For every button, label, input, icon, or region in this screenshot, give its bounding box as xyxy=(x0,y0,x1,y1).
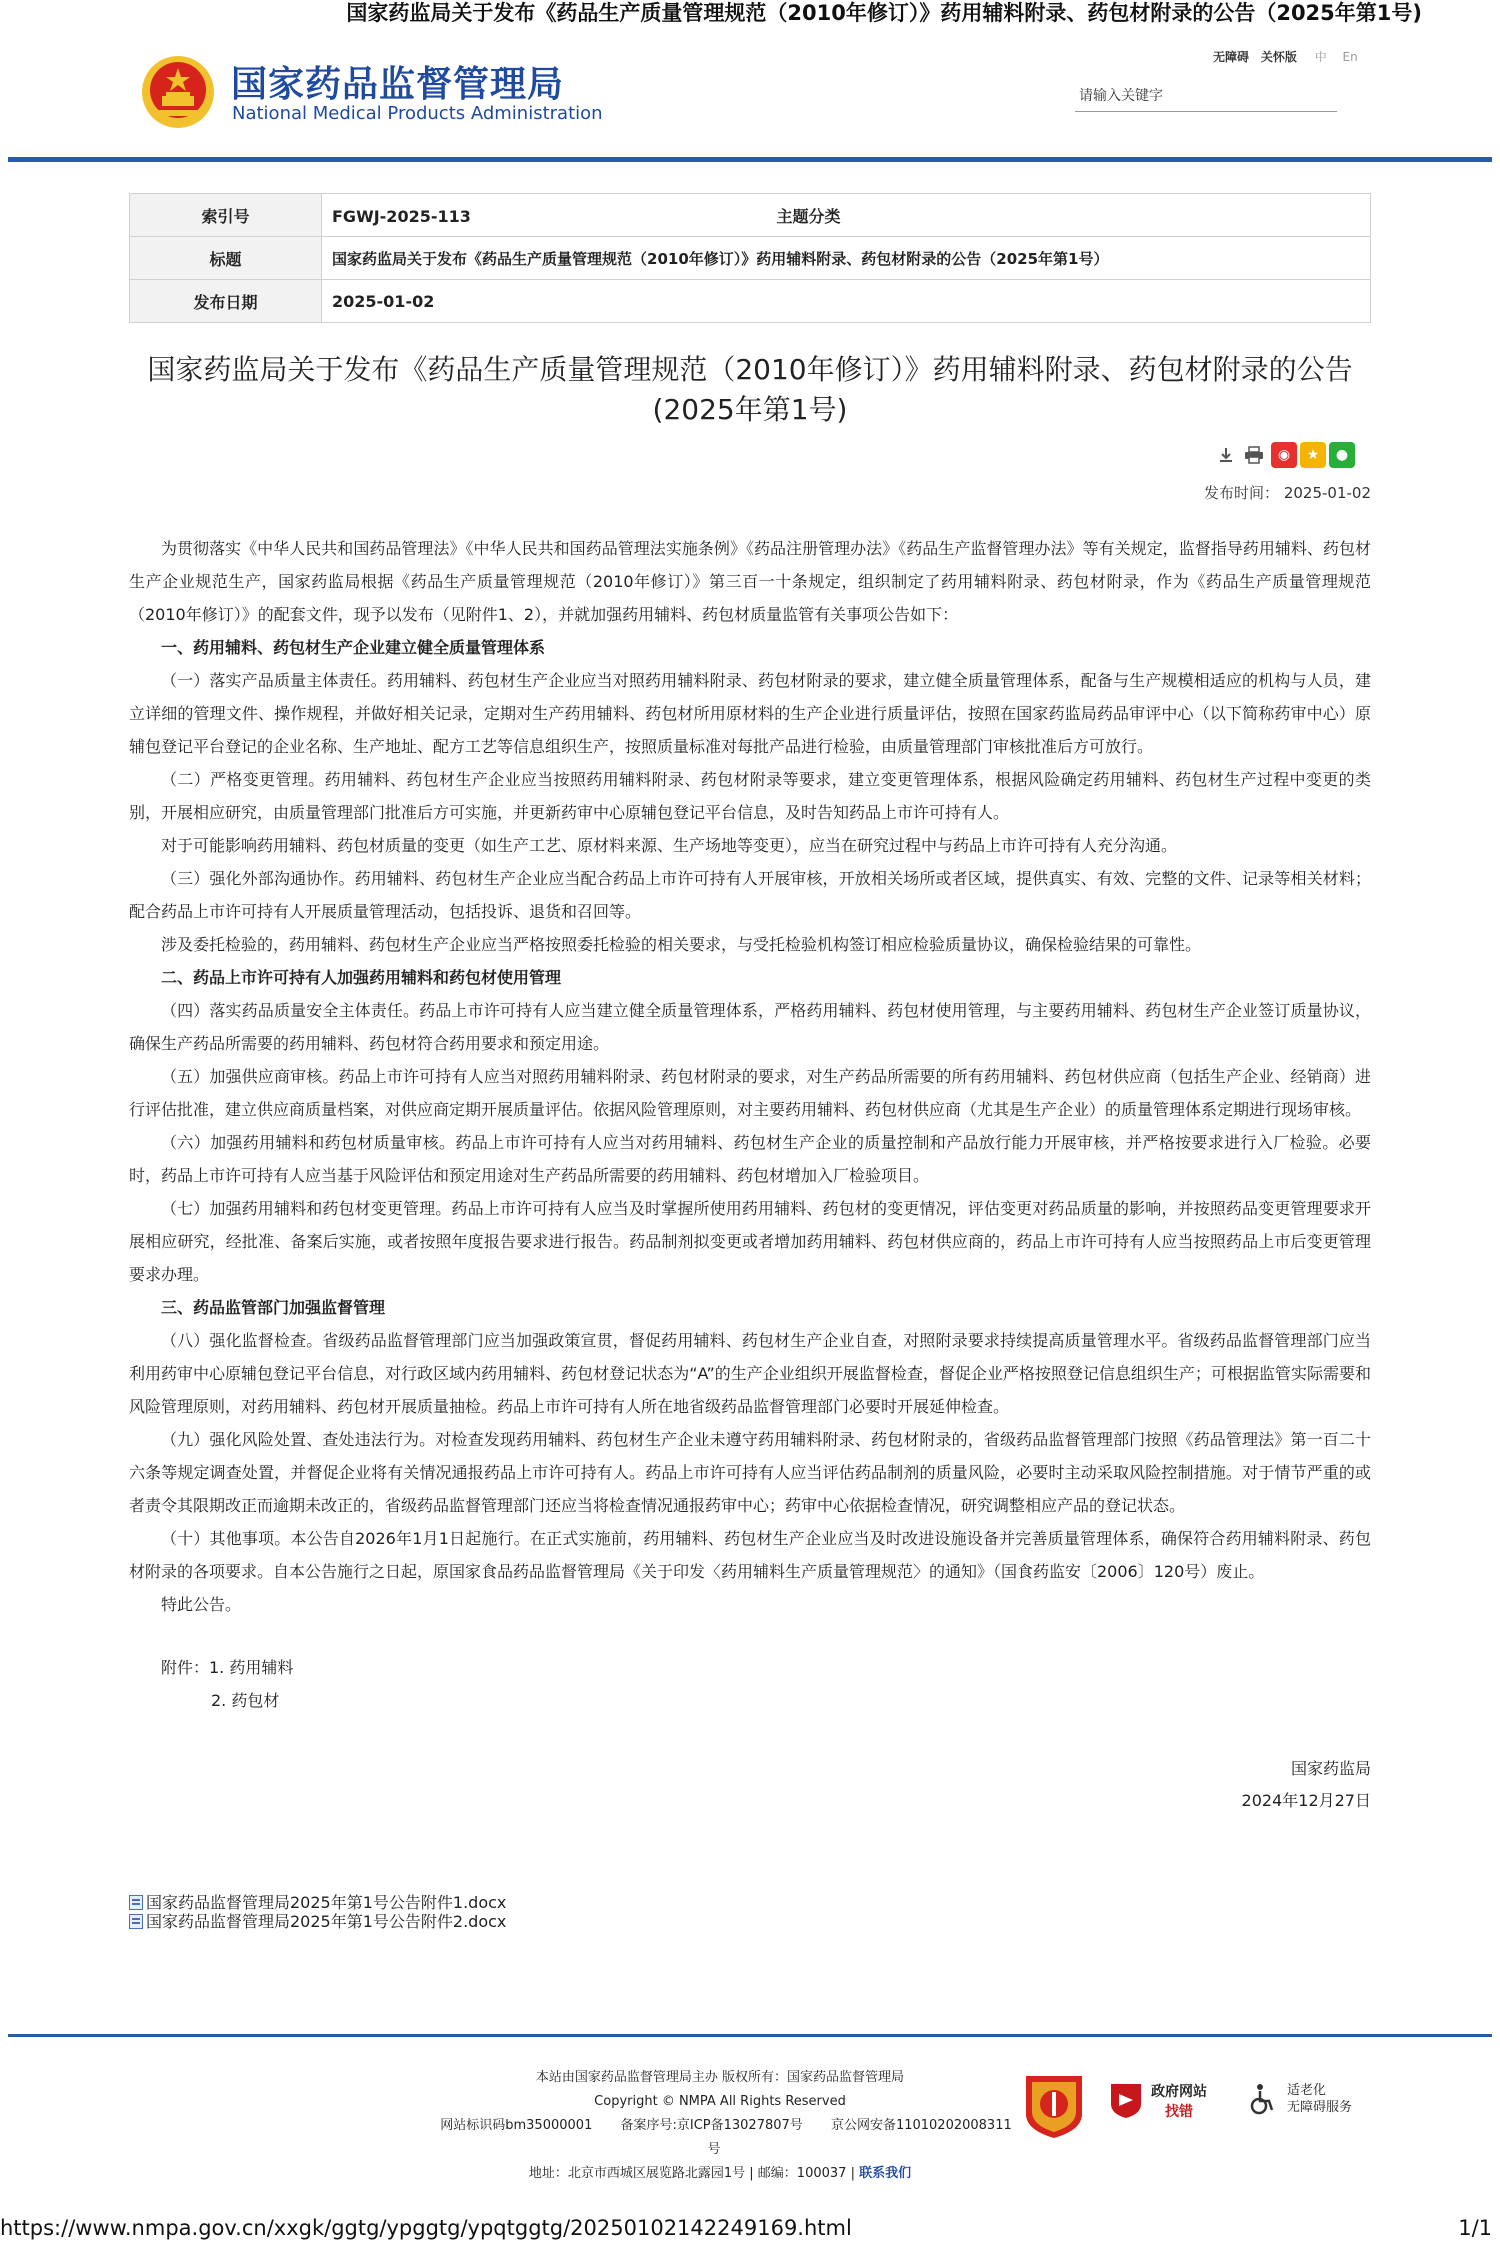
date-value: 2025-01-02 xyxy=(322,280,1371,323)
section-heading: 一、药用辅料、药包材生产企业建立健全质量管理体系 xyxy=(161,638,546,657)
header-links xyxy=(1213,48,1364,65)
section-heading: 二、药品上市许可持有人加强药用辅料和药包材使用管理 xyxy=(161,968,562,987)
national-emblem-icon[interactable] xyxy=(140,52,216,132)
accessibility-link[interactable]: 无障碍 xyxy=(1213,50,1250,64)
elderly-friendly-label: 适老化 xyxy=(1287,2083,1327,2098)
article-paragraph: （七）加强药用辅料和药包材变更管理。药品上市许可持有人应当及时掌握所使用药用辅料、药包材的变更情况，评估变更对药品质量的影响，并按照药品变更管理要求开展相应研究，经批准、备案后实施，或者按照年度报告要求进行报告。药品制剂拟变更或者增加药用辅料、药包材供应商的，药品上市许可持有人应当按照药品上市后变更管理要求办理。 xyxy=(129,1199,1371,1284)
print-page-number: 1/1 xyxy=(1458,2216,1492,2240)
contact-link[interactable]: 联系我们 xyxy=(859,2166,912,2181)
article-paragraph: 为贯彻落实《中华人民共和国药品管理法》《中华人民共和国药品管理法实施条例》《药品注册管理办法》《药品生产监督管理办法》等有关规定，监督指导药用辅料、药包材生产企业规范生产，国家药监局根据《药品生产质量管理规范（2010年修订）》第三百一十条规定，组织制定了药用辅料附录、药包材附录，作为《药品生产质量管理规范（2010年修订）》的配套文件，现予以发布（见附件1、2），并就加强药用辅料、药包材质量监管有关事项公告如下： xyxy=(129,539,1371,624)
signer: 国家药监局 xyxy=(1290,1759,1371,1778)
header-divider xyxy=(8,157,1492,162)
title-label: 标题 xyxy=(130,237,322,280)
index-number: FGWJ-2025-113 xyxy=(332,206,471,226)
footer-copyright: Copyright © NMPA All Rights Reserved xyxy=(594,2094,846,2109)
gov-site-error-badge[interactable] xyxy=(1107,2080,1213,2126)
print-icon[interactable] xyxy=(1243,444,1265,466)
category-label: 主题分类 xyxy=(776,206,841,226)
article-paragraph: 涉及委托检验的，药用辅料、药包材生产企业应当严格按照委托检验的相关要求，与受托检验机构签订相应检验质量协议，确保检验结果的可靠性。 xyxy=(161,935,1202,954)
weibo-icon[interactable]: ◉ xyxy=(1271,442,1297,468)
wheelchair-icon xyxy=(1245,2082,1279,2116)
article-paragraph: （五）加强供应商审核。药品上市许可持有人应当对照药用辅料附录、药包材附录的要求，对生产药品所需要的所有药用辅料、药包材供应商（包括生产企业、经销商）进行评估批准，建立供应商质量档案，对供应商定期开展质量评估。依据风险管理原则，对主要药用辅料、药包材供应商（尤其是生产企业）的质量管理体系定期进行现场审核。 xyxy=(129,1067,1371,1119)
file-link-1[interactable] xyxy=(129,1893,506,1912)
docx-file-icon xyxy=(129,1895,143,1910)
accessibility-label: 无障碍服务 xyxy=(1287,2100,1353,2115)
attachment-item-2: 2. 药包材 xyxy=(211,1691,280,1710)
docx-file-icon xyxy=(129,1914,143,1929)
file-downloads xyxy=(129,1893,506,1931)
article-paragraph: （四）落实药品质量安全主体责任。药品上市许可持有人应当建立健全质量管理体系，严格药用辅料、药包材使用管理，与主要药用辅料、药包材生产企业签订质量协议，确保生产药品所需要的药用辅料、药包材符合药用要求和预定用途。 xyxy=(129,1001,1371,1053)
site-name-cn[interactable]: 国家药品监督管理局 xyxy=(231,64,565,105)
print-header-title: 国家药监局关于发布《药品生产质量管理规范（2010年修订）》药用辅料附录、药包材附录的公告（2025年第1号) xyxy=(346,1,1422,25)
footer-divider xyxy=(8,2034,1492,2037)
article-body xyxy=(129,532,1371,1817)
print-footer-url: https://www.nmpa.gov.cn/xxgk/ggtg/ypggtg/ypqtggtg/20250102142249169.html xyxy=(0,2216,852,2240)
download-icon[interactable] xyxy=(1215,444,1237,466)
lang-en-link[interactable]: En xyxy=(1342,50,1358,64)
article-title-line2: (2025年第1号) xyxy=(652,393,848,426)
article-paragraph: （八）强化监督检查。省级药品监督管理部门应当加强政策宣贯，督促药用辅料、药包材生产企业自查，对照附录要求持续提高质量管理水平。省级药品监督管理部门应当利用药审中心原辅包登记平台信息，对行政区域内药用辅料、药包材登记状态为“A”的生产企业组织开展监督检查，督促企业严格按照登记信息组织生产；可根据监管实际需要和风险管理原则，对药用辅料、药包材开展质量抽检。药品上市许可持有人所在地省级药品监督管理部门必要时开展延伸检查。 xyxy=(129,1331,1371,1416)
wechat-icon[interactable]: ● xyxy=(1329,442,1355,468)
signature-block xyxy=(129,1753,1371,1817)
publish-time: 发布时间： 2025-01-02 xyxy=(1204,484,1371,502)
article-tools xyxy=(1215,440,1358,470)
article-paragraph: （二）严格变更管理。药用辅料、药包材生产企业应当按照药用辅料附录、药包材附录等要求，建立变更管理体系，根据风险确定药用辅料、药包材生产过程中变更的类别，开展相应研究，由质量管理部门批准后方可实施，并更新药审中心原辅包登记平台信息，及时告知药品上市许可持有人。 xyxy=(129,770,1371,822)
site-footer xyxy=(420,2066,1020,2186)
gov-site-label: 政府网站 xyxy=(1151,2084,1207,2100)
site-code: 网站标识码bm35000001 xyxy=(440,2118,593,2133)
attachment-list xyxy=(129,1651,1371,1717)
article-paragraph: 对于可能影响药用辅料、药包材质量的变更（如生产工艺、原材料来源、生产场地等变更），应当在研究过程中与药品上市许可持有人充分沟通。 xyxy=(161,836,1178,855)
party-org-badge-icon[interactable] xyxy=(1022,2070,1086,2140)
qzone-icon[interactable]: ★ xyxy=(1300,442,1326,468)
footer-address: 地址：北京市西城区展览路北露园1号 | 邮编：100037 | xyxy=(528,2166,855,2181)
site-header xyxy=(0,38,1500,158)
article-paragraph: （九）强化风险处置、查处违法行为。对检查发现药用辅料、药包材生产企业未遵守药用辅料附录、药包材附录的，省级药品监督管理部门按照《药品管理法》第一百二十六条等规定调查处置，并督促企业将有关情况通报药品上市许可持有人。药品上市许可持有人应当评估药品制剂的质量风险，必要时主动采取风险控制措施。对于情节严重的或者责令其限期改正而逾期未改正的，省级药品监督管理部门还应当将检查情况通报药审中心；药审中心依据检查情况，研究调整相应产品的登记状态。 xyxy=(129,1430,1371,1515)
site-name-en[interactable]: National Medical Products Administration xyxy=(232,103,603,124)
police-number[interactable]: 京公网安备11010202008311号 xyxy=(707,2118,1012,2157)
article-paragraph: （三）强化外部沟通协作。药用辅料、药包材生产企业应当配合药品上市许可持有人开展审核，开放相关场所或者区域，提供真实、有效、完整的文件、记录等相关材料；配合药品上市许可持有人开展质量管理活动，包括投诉、退货和召回等。 xyxy=(129,869,1371,921)
article-paragraph: （一）落实产品质量主体责任。药用辅料、药包材生产企业应当对照药用辅料附录、药包材附录的要求，建立健全质量管理体系，配备与生产规模相适应的机构与人员，建立详细的管理文件、操作规程，并做好相关记录，定期对生产药用辅料、药包材所用原材料的生产企业进行质量评估，按照在国家药监局药品审评中心（以下简称药审中心）原辅包登记平台登记的企业名称、生产地址、配方工艺等信息组织生产，按照质量标准对每批产品进行检验，由质量管理部门审核批准后方可放行。 xyxy=(129,671,1371,756)
document-meta-table xyxy=(129,193,1371,323)
index-value xyxy=(322,194,1371,237)
article-paragraph: 特此公告。 xyxy=(161,1595,242,1614)
section-heading: 三、药品监管部门加强监督管理 xyxy=(161,1298,386,1317)
table-row xyxy=(130,280,1371,323)
file-name[interactable]: 国家药品监督管理局2025年第1号公告附件2.docx xyxy=(146,1912,507,1931)
accessibility-service-badge[interactable] xyxy=(1245,2082,1352,2116)
icp-number[interactable]: 备案序号:京ICP备13027807号 xyxy=(620,2118,803,2133)
lang-cn-link[interactable]: 中 xyxy=(1314,50,1327,64)
table-row xyxy=(130,194,1371,237)
file-name[interactable]: 国家药品监督管理局2025年第1号公告附件1.docx xyxy=(146,1893,507,1912)
table-row xyxy=(130,237,1371,280)
article-title xyxy=(129,350,1371,430)
footer-registration xyxy=(420,2114,1020,2162)
article-paragraph: （六）加强药用辅料和药包材质量审核。药品上市许可持有人应当对药用辅料、药包材生产企业的质量控制和产品放行能力开展审核，并严格按要求进行入厂检验。必要时，药品上市许可持有人应当基于风险评估和预定用途对生产药品所需要的药用辅料、药包材增加入厂检验项目。 xyxy=(129,1133,1371,1185)
index-label: 索引号 xyxy=(130,194,322,237)
search-input[interactable] xyxy=(1075,80,1337,112)
article-paragraph: （十）其他事项。本公告自2026年1月1日起施行。在正式实施前，药用辅料、药包材生产企业应当及时改进设施设备并完善质量管理体系，确保符合药用辅料附录、药包材附录的各项要求。自本公告施行之日起，原国家食品药品监督管理局《关于印发〈药用辅料生产质量管理规范〉的通知》（国食药监安〔2006〕120号）废止。 xyxy=(129,1529,1371,1581)
sign-date: 2024年12月27日 xyxy=(1241,1791,1371,1810)
gov-site-logo-icon xyxy=(1107,2080,1145,2120)
date-label: 发布日期 xyxy=(130,280,322,323)
footer-address-row xyxy=(420,2162,1020,2186)
attachment-item-1: 附件：1. 药用辅料 xyxy=(161,1658,294,1677)
find-error-label: 找错 xyxy=(1165,2104,1193,2120)
care-mode-link[interactable]: 关怀版 xyxy=(1260,50,1297,64)
footer-sponsor: 本站由国家药品监督管理局主办 版权所有：国家药品监督管理局 xyxy=(535,2070,905,2085)
file-link-2[interactable] xyxy=(129,1912,506,1931)
title-value: 国家药监局关于发布《药品生产质量管理规范（2010年修订）》药用辅料附录、药包材附录的公告（2025年第1号） xyxy=(322,237,1371,280)
article-title-line1: 国家药监局关于发布《药品生产质量管理规范（2010年修订）》药用辅料附录、药包材附录的公告 xyxy=(147,353,1353,386)
